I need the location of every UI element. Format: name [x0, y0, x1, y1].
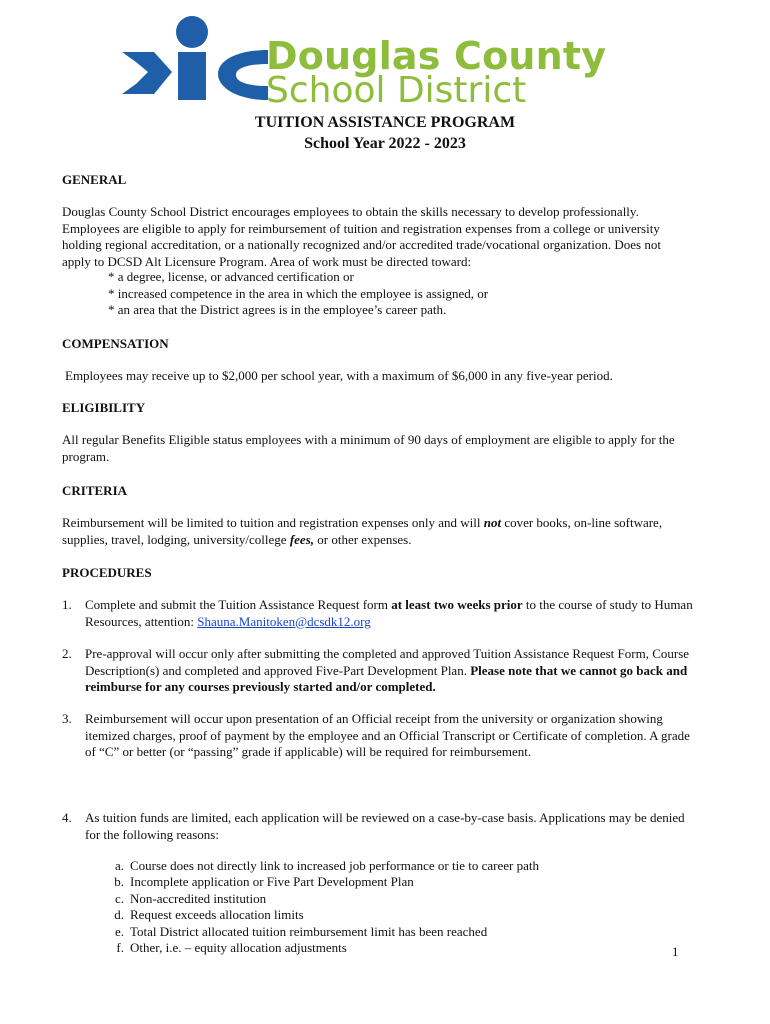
dcsd-logo-mark-icon: [120, 14, 270, 106]
criteria-text-1: Reimbursement will be limited to tuition and registration expenses only and will: [62, 515, 484, 530]
reason-letter: b.: [114, 874, 124, 889]
reason-letter: c.: [114, 891, 124, 906]
general-body: Douglas County School District encourages employees to obtain the skills necessary to develop professionally. Employees are eligible to apply for reimbursement of tuition and registration expenses from a college or university holding regional accreditation, or a nationally recognized and/or accredited trade/vocational organization. Does not apply to DCSD Alt Licensure Program. Area of work must be directed toward:: [62, 204, 661, 269]
eligibility-body: All regular Benefits Eligible status employees with a minimum of 90 days of employment are eligible to apply for the program.: [62, 432, 675, 464]
compensation-body: Employees may receive up to $2,000 per school year, with a maximum of $6,000 in any five-year period.: [65, 368, 613, 383]
procedure-item-1: [85, 597, 695, 630]
reason-item: Incomplete application or Five Part Development Plan: [130, 874, 414, 889]
procedure-item-2: [85, 646, 695, 696]
reason-item: Other, i.e. – equity allocation adjustments: [130, 940, 347, 955]
procedure-item-3: Reimbursement will occur upon presentation of an Official receipt from the university or organization showing itemized charges, proof of payment by the employee and an Official Transcript or Certificate of completion. A grade of “C” or better (or “passing” grade if applicable) will be required for reimbursement.: [85, 711, 690, 759]
procedure-1-text-2: to the course of study to Human Resources, attention:: [85, 597, 693, 629]
procedure-1-text-1: Complete and submit the Tuition Assistance Request form: [85, 597, 392, 612]
procedure-number: 1.: [62, 597, 72, 612]
general-bullet: * an area that the District agrees is in the employee’s career path.: [108, 302, 447, 317]
hr-email-link[interactable]: Shauna.Manitoken@dcsdk12.org: [197, 613, 371, 629]
procedure-item-4: As tuition funds are limited, each application will be reviewed on a case-by-case basis. Applications may be denied for the following reasons:: [85, 810, 685, 842]
general-bullet: * a degree, license, or advanced certification or: [108, 269, 354, 284]
criteria-heading: CRITERIA: [62, 483, 128, 498]
general-heading: GENERAL: [62, 172, 127, 187]
procedure-2-bold: Please note that we cannot go back and reimburse for any courses previously started and/or completed.: [85, 662, 688, 694]
eligibility-heading: ELIGIBILITY: [62, 400, 146, 415]
district-logo: [120, 14, 680, 111]
criteria-text-3: or other expenses.: [314, 531, 412, 547]
procedure-number: 3.: [62, 711, 72, 726]
procedure-number: 4.: [62, 810, 72, 825]
document-subtitle: School Year 2022 - 2023: [304, 135, 466, 152]
reason-item: Total District allocated tuition reimbursement limit has been reached: [130, 924, 488, 939]
compensation-heading: COMPENSATION: [62, 336, 169, 351]
procedure-number: 2.: [62, 646, 72, 661]
criteria-emphasis-fees: fees,: [289, 531, 315, 547]
reason-letter: f.: [116, 940, 124, 955]
logo-line-1: Douglas County: [266, 34, 607, 78]
criteria-emphasis-not: not: [483, 515, 502, 530]
general-bullet: * increased competence in the area in which the employee is assigned, or: [108, 286, 489, 301]
procedure-2-text: Pre-approval will occur only after submitting the completed and approved Tuition Assistance Request Form, Course Description(s) and completed and approved Five-Part Development Plan.: [85, 646, 690, 678]
reason-item: Non-accredited institution: [130, 891, 267, 906]
document-title: TUITION ASSISTANCE PROGRAM: [254, 114, 516, 131]
procedure-1-bold: at least two weeks prior: [391, 597, 523, 612]
procedures-heading: PROCEDURES: [62, 565, 152, 580]
logo-line-2: School District: [266, 70, 527, 111]
reason-letter: d.: [114, 907, 124, 922]
criteria-body: [62, 515, 692, 548]
reason-letter: e.: [114, 924, 124, 939]
page-number: 1: [672, 944, 679, 959]
reason-item: Course does not directly link to increased job performance or tie to career path: [130, 858, 539, 873]
reason-item: Request exceeds allocation limits: [130, 907, 304, 922]
criteria-text-2: cover books, on-line software, supplies, travel, lodging, university/college: [62, 515, 663, 547]
reason-letter: a.: [114, 858, 124, 873]
